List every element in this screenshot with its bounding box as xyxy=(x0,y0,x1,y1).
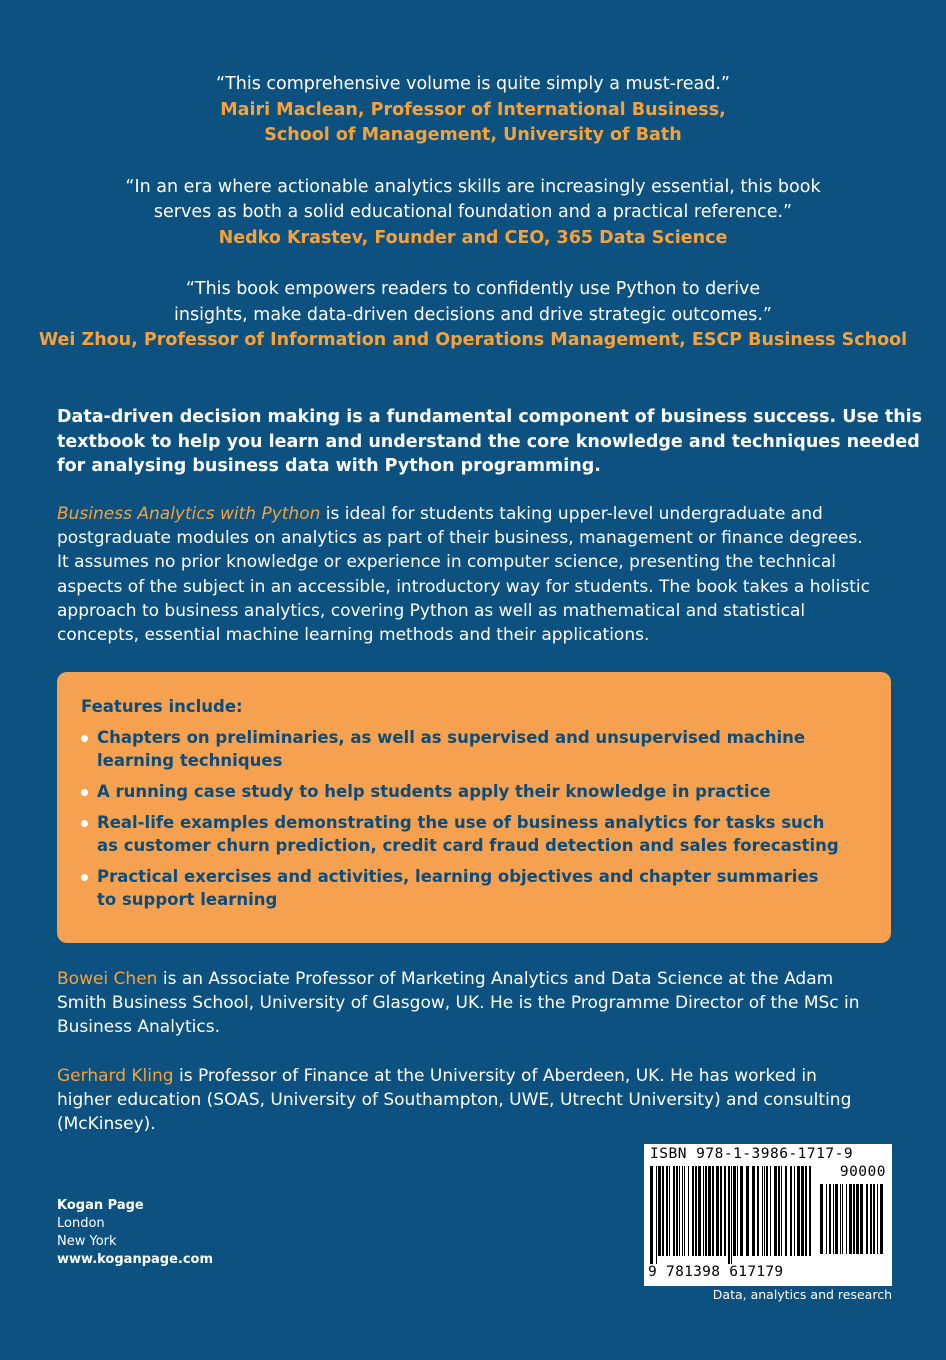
attribution-line: Mairi Maclean, Professor of International Business, xyxy=(220,99,726,120)
features-list xyxy=(81,726,891,911)
bio-line: Smith Business School, University of Glasgow, UK. He is the Programme Director of the MSc in xyxy=(57,993,860,1014)
ean-digits: 9 781398 617179 xyxy=(648,1264,784,1280)
bullet-icon xyxy=(81,820,88,827)
barcode-bar xyxy=(673,1166,675,1256)
isbn-barcode xyxy=(644,1144,892,1286)
barcode-bar xyxy=(860,1184,863,1254)
barcode-bar xyxy=(849,1184,852,1254)
barcode-bar xyxy=(781,1166,782,1256)
bullet-icon xyxy=(81,874,88,881)
barcode-bar xyxy=(684,1166,685,1256)
price-code: 90000 xyxy=(839,1164,886,1180)
barcode-bar xyxy=(724,1166,726,1256)
barcode-bar xyxy=(840,1184,841,1254)
quote-line: “This book empowers readers to confidently use Python to derive xyxy=(185,279,761,299)
feature-line: Chapters on preliminaries, as well as supervised and unsupervised machine xyxy=(97,728,806,747)
barcode-bar xyxy=(846,1184,847,1254)
book-title: Business Analytics with Python xyxy=(57,504,321,524)
intro-line: for analysing business data with Python programming. xyxy=(57,456,601,476)
endorsement-quote xyxy=(0,72,946,149)
intro-paragraph xyxy=(57,405,923,479)
barcode-bar xyxy=(833,1184,834,1254)
description-paragraph xyxy=(57,502,887,647)
author-bio xyxy=(57,1064,887,1137)
description-line: It assumes no prior knowledge or experience in computer science, presenting the technical xyxy=(57,552,837,573)
attribution-line: Nedko Krastev, Founder and CEO, 365 Data Science xyxy=(218,227,728,248)
barcode-bar xyxy=(658,1166,661,1256)
barcode-bar xyxy=(703,1166,704,1256)
quote-line: serves as both a solid educational foundation and a practical reference.” xyxy=(153,202,793,222)
description-line: approach to business analytics, covering Python as well as mathematical and statistical xyxy=(57,600,806,621)
barcode-bar xyxy=(790,1166,792,1256)
barcode-bar xyxy=(873,1184,875,1254)
barcode-bar xyxy=(770,1166,771,1256)
barcode-bar xyxy=(746,1166,749,1256)
barcode-bar xyxy=(774,1166,777,1256)
barcode-bar xyxy=(794,1166,795,1256)
feature-line: Real-life examples demonstrating the use of business analytics for tasks such xyxy=(97,813,825,832)
bio-line: Business Analytics. xyxy=(57,1017,220,1038)
barcode-bar xyxy=(712,1166,714,1256)
intro-line: Data-driven decision making is a fundamental component of business success. Use this xyxy=(57,407,923,427)
barcode-bar xyxy=(705,1166,707,1256)
barcode-bar xyxy=(676,1166,678,1256)
barcode-bar xyxy=(870,1184,872,1254)
barcode-bar xyxy=(757,1166,759,1256)
features-heading: Features include: xyxy=(81,697,243,716)
barcode-bar xyxy=(829,1184,831,1254)
author-name: Gerhard Kling xyxy=(57,1066,174,1086)
bio-line xyxy=(57,1064,887,1088)
barcode-bar xyxy=(695,1166,697,1256)
feature-line: Practical exercises and activities, learning objectives and chapter summaries xyxy=(97,867,819,886)
barcode-bar xyxy=(733,1166,736,1256)
barcode-bar xyxy=(752,1166,755,1256)
barcode-bar xyxy=(853,1184,855,1254)
barcode-bar xyxy=(656,1166,657,1264)
features-box xyxy=(57,672,891,943)
barcode-bar xyxy=(698,1166,701,1256)
barcode-bar xyxy=(692,1166,694,1256)
bullet-icon xyxy=(81,735,88,742)
bio-line: (McKinsey). xyxy=(57,1114,156,1135)
feature-line: A running case study to help students apply their knowledge in practice xyxy=(97,782,771,801)
intro-line: textbook to help you learn and understand the core knowledge and techniques needed xyxy=(57,431,920,452)
barcode-bar xyxy=(762,1166,763,1256)
description-line: concepts, essential machine learning methods and their applications. xyxy=(57,625,650,646)
feature-line: to support learning xyxy=(97,890,278,909)
category-label: Data, analytics and research xyxy=(712,1287,892,1302)
barcode-bar xyxy=(826,1184,827,1254)
author-name: Bowei Chen xyxy=(57,969,158,989)
publisher-city: New York xyxy=(57,1234,117,1249)
barcode-bar xyxy=(737,1166,738,1256)
barcode-bar xyxy=(740,1166,743,1256)
description-text: is ideal for students taking upper-level undergraduate and xyxy=(320,504,823,524)
barcode-bar xyxy=(679,1166,680,1256)
author-bio xyxy=(57,967,887,1040)
quote-line: “In an era where actionable analytics skills are increasingly essential, this book xyxy=(125,176,821,197)
barcode-bar xyxy=(801,1166,804,1256)
description-line xyxy=(57,502,887,526)
quote-attribution xyxy=(0,328,946,354)
quote-text xyxy=(0,175,946,226)
description-line: postgraduate modules on analytics as part of their business, management or finance degrees. xyxy=(57,528,863,549)
bio-text: is Professor of Finance at the University of Aberdeen, UK. He has worked in xyxy=(173,1066,817,1086)
bullet-icon xyxy=(81,789,88,796)
bio-line: higher education (SOAS, University of Southampton, UWE, Utrecht University) and consulting xyxy=(57,1090,852,1111)
feature-item xyxy=(81,726,891,772)
barcode-bar xyxy=(809,1166,811,1256)
barcode-bar xyxy=(880,1184,883,1254)
feature-item xyxy=(81,780,891,803)
publisher-city: London xyxy=(57,1216,105,1231)
feature-line: learning techniques xyxy=(97,751,283,770)
bio-line xyxy=(57,967,887,991)
barcode-bar xyxy=(716,1166,719,1256)
feature-item xyxy=(81,865,891,911)
feature-line: as customer churn prediction, credit card fraud detection and sales forecasting xyxy=(97,836,839,855)
endorsement-quote xyxy=(0,175,946,252)
barcode-bar xyxy=(662,1166,664,1256)
description-line: aspects of the subject in an accessible, introductory way for students. The book takes a holistic xyxy=(57,576,870,597)
barcode-bar xyxy=(785,1166,787,1256)
quote-line: “This comprehensive volume is quite simply a must-read.” xyxy=(216,74,730,94)
barcode-bar xyxy=(842,1184,843,1254)
barcode-bar xyxy=(835,1184,838,1254)
barcode-bar xyxy=(764,1166,765,1256)
barcode-bar xyxy=(766,1166,768,1256)
barcode-bar xyxy=(669,1166,670,1256)
quote-text xyxy=(0,277,946,328)
feature-item xyxy=(81,811,891,857)
barcode-bar xyxy=(731,1166,732,1264)
barcode-bar xyxy=(805,1166,807,1256)
barcode-bar xyxy=(688,1166,689,1256)
barcode-bar xyxy=(797,1166,800,1256)
endorsement-quote xyxy=(0,277,946,354)
quote-attribution xyxy=(0,226,946,252)
barcode-bar xyxy=(666,1166,668,1256)
barcode-addon-bars xyxy=(820,1184,886,1262)
barcode-bar xyxy=(856,1184,859,1254)
quote-attribution xyxy=(0,98,946,149)
barcode-bar xyxy=(778,1166,780,1256)
publisher-info xyxy=(57,1197,213,1269)
barcode-bar xyxy=(820,1184,823,1254)
publisher-website[interactable]: www.koganpage.com xyxy=(57,1252,214,1267)
barcode-bars xyxy=(650,1166,816,1264)
barcode-bar xyxy=(708,1166,711,1256)
attribution-line: Wei Zhou, Professor of Information and Operations Management, ESCP Business School xyxy=(38,330,908,350)
publisher-name: Kogan Page xyxy=(57,1198,144,1213)
quote-text xyxy=(0,72,946,98)
barcode-bar xyxy=(682,1166,683,1256)
bio-text: is an Associate Professor of Marketing Analytics and Data Science at the Adam xyxy=(157,969,834,989)
isbn-label: ISBN 978-1-3986-1717-9 xyxy=(650,1146,854,1162)
barcode-bar xyxy=(877,1184,878,1254)
quote-line: insights, make data-driven decisions and drive strategic outcomes.” xyxy=(174,304,772,325)
endorsements xyxy=(0,72,946,380)
barcode-bar xyxy=(720,1166,722,1256)
attribution-line: School of Management, University of Bath xyxy=(264,125,682,145)
barcode-bar xyxy=(728,1166,730,1264)
barcode-bar xyxy=(866,1184,868,1254)
barcode-bar xyxy=(650,1166,653,1264)
